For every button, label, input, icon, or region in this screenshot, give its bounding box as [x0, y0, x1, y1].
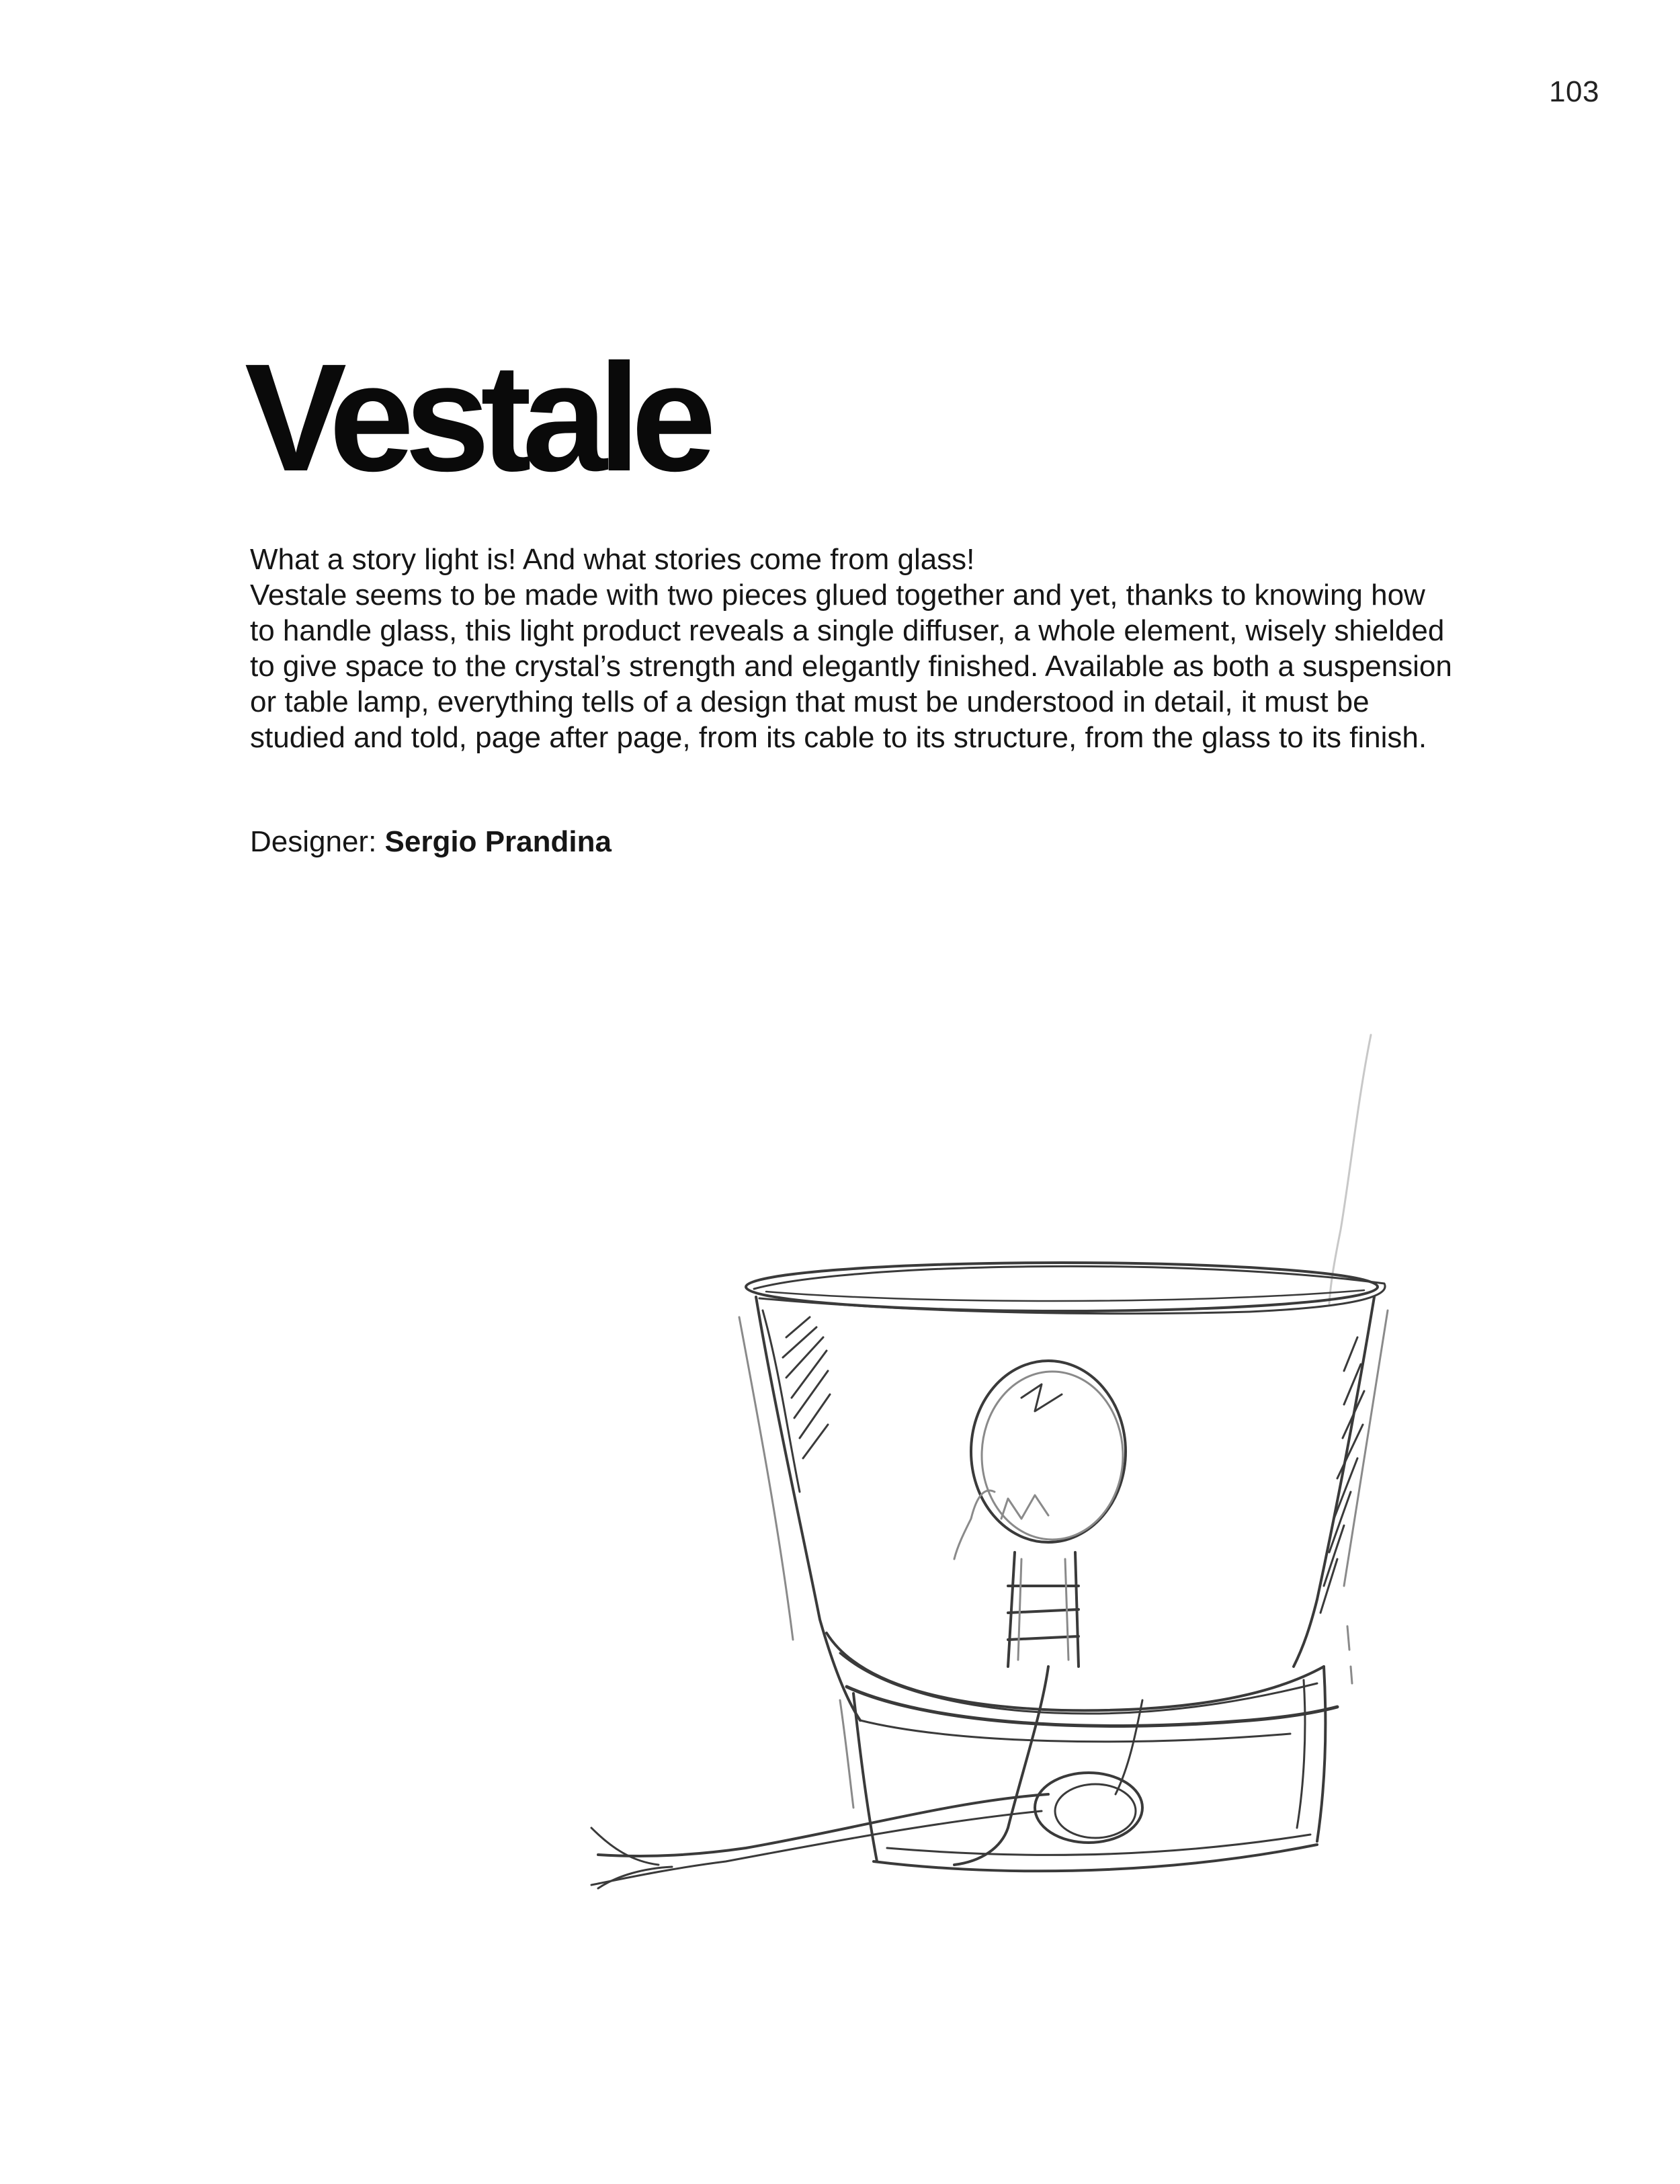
sketch-cable-loop: [1055, 1784, 1136, 1838]
page-number: 103: [1549, 75, 1599, 108]
sketch-base-left: [840, 1700, 853, 1808]
designer-name: Sergio Prandina: [384, 825, 612, 858]
sketch-bulb-neck: [954, 1490, 995, 1559]
sketch-wisp: [1329, 1035, 1371, 1304]
sketch-base-right: [1297, 1680, 1305, 1828]
description-line: What a story light is! And what stories come from glass!: [250, 543, 975, 576]
sketch-base-right: [1317, 1667, 1325, 1841]
sketch-filament: [1001, 1495, 1048, 1519]
sketch-cable: [591, 1828, 672, 1888]
designer-credit: [250, 824, 612, 859]
sketch-cable: [591, 1811, 1042, 1885]
sketch-cable: [954, 1667, 1048, 1865]
description-line: or table lamp, everything tells of a design that must be understood in detail, it must be: [250, 685, 1370, 718]
sketch-mark: [1347, 1626, 1352, 1683]
description-line: Vestale seems to be made with two pieces glued together and yet, thanks to knowing how: [250, 579, 1425, 612]
sketch-rim-stroke: [766, 1290, 1364, 1301]
sketch-right-side: [1294, 1297, 1374, 1667]
description-line: to give space to the crystal’s strength and elegantly finished. Available as both a suspension: [250, 650, 1452, 683]
sketch-left-side: [763, 1310, 800, 1492]
sketch-cable-loop: [1035, 1773, 1142, 1843]
description-line: studied and told, page after page, from its cable to its structure, from the glass to its finish.: [250, 721, 1427, 754]
description-line: to handle glass, this light product reveals a single diffuser, a whole element, wisely shielded: [250, 614, 1445, 647]
product-title: Vestale: [245, 333, 707, 503]
sketch-left-side: [739, 1317, 793, 1640]
designer-label: Designer:: [250, 825, 377, 858]
sketch-filament: [1021, 1384, 1062, 1411]
lamp-sketch: [578, 1021, 1452, 1895]
sketch-cable: [598, 1794, 1048, 1856]
lamp-sketch-strokes: [591, 1035, 1388, 1888]
sketch-base-bottom: [874, 1845, 1317, 1871]
product-description: [250, 542, 1452, 755]
sketch-rim-stroke: [754, 1266, 1385, 1313]
